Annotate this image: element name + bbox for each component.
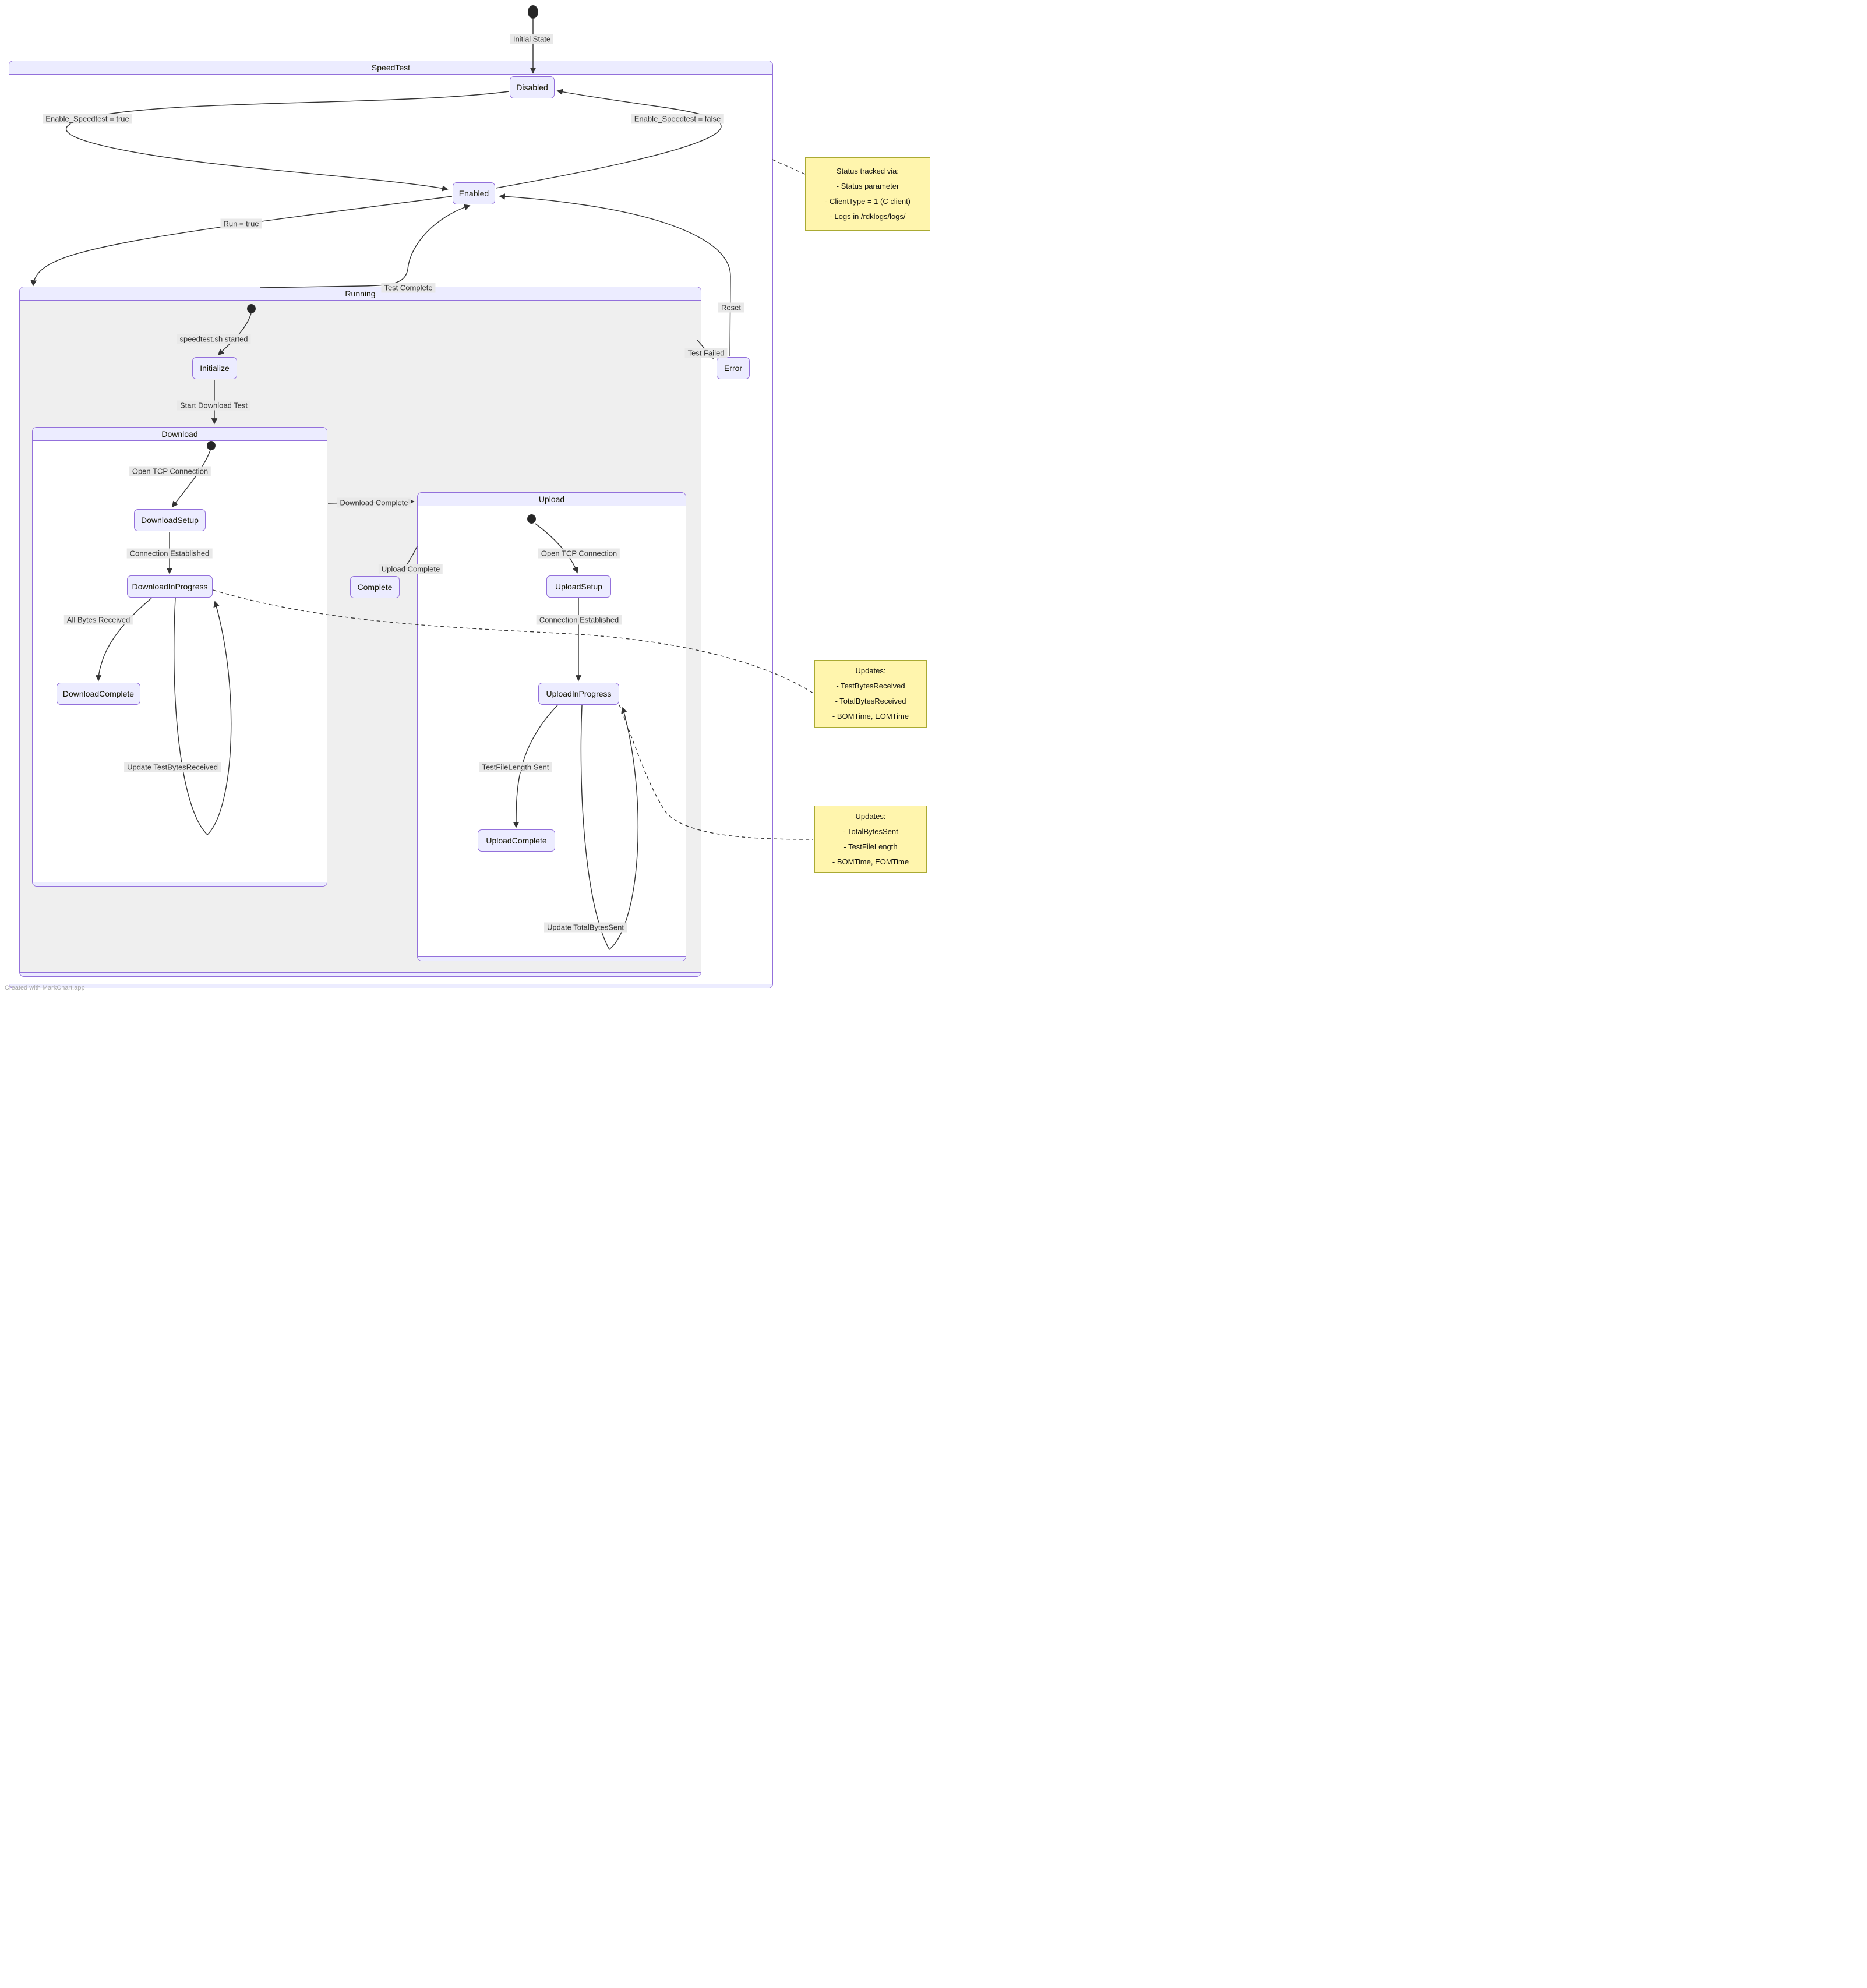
note-updates-download — [814, 660, 927, 728]
edge-label-enable-true: Enable_Speedtest = true — [43, 114, 132, 124]
state-downloadinprogress: DownloadInProgress — [127, 575, 213, 598]
state-downloadcomplete: DownloadComplete — [57, 683, 140, 705]
container-upload-title: Upload — [418, 493, 686, 506]
edge-downloadinprogress-to-downloadcomplete — [98, 598, 151, 680]
edge-label-testfilelength-sent: TestFileLength Sent — [479, 762, 552, 772]
note-line: - TotalBytesSent — [843, 827, 898, 836]
container-speedtest-title: SpeedTest — [9, 61, 772, 75]
edge-error-to-enabled — [500, 196, 730, 356]
edge-label-speedtest-started: speedtest.sh started — [177, 334, 250, 344]
edge-label-enable-false: Enable_Speedtest = false — [631, 114, 724, 124]
note-line: - Logs in /rdklogs/logs/ — [830, 212, 906, 221]
edge-label-all-bytes-received: All Bytes Received — [64, 615, 133, 625]
edge-label-conn-established-download: Connection Established — [127, 549, 213, 559]
edge-label-update-test-bytes: Update TestBytesReceived — [124, 762, 221, 772]
note-line: - BOMTime, EOMTime — [832, 712, 909, 721]
edge-running-to-enabled — [260, 206, 470, 288]
note-link-uploadinprogress — [619, 705, 813, 839]
initial-state-dot-upload — [527, 514, 536, 524]
edge-label-test-complete: Test Complete — [381, 283, 435, 293]
state-error: Error — [717, 357, 750, 379]
state-uploadinprogress: UploadInProgress — [538, 683, 619, 705]
initial-state-dot-running — [247, 304, 256, 313]
state-initialize: Initialize — [192, 357, 237, 379]
note-line: - TestBytesReceived — [836, 682, 905, 690]
state-downloadsetup: DownloadSetup — [134, 509, 206, 531]
edge-label-test-failed: Test Failed — [685, 348, 728, 358]
edge-label-upload-complete: Upload Complete — [379, 564, 443, 574]
initial-state-dot-download — [207, 441, 216, 450]
edge-label-conn-established-upload: Connection Established — [537, 615, 622, 625]
edge-label-start-download-test: Start Download Test — [177, 401, 250, 411]
state-uploadcomplete: UploadComplete — [478, 829, 555, 852]
note-line: - Status parameter — [836, 182, 899, 190]
container-download-title: Download — [33, 428, 327, 441]
edge-label-download-complete: Download Complete — [337, 498, 411, 508]
note-line: Status tracked via: — [837, 167, 899, 175]
note-link-speedtest — [772, 160, 805, 174]
initial-state-dot-main — [528, 5, 538, 19]
note-line: Updates: — [855, 811, 886, 821]
edge-label-update-total-bytes: Update TotalBytesSent — [544, 923, 627, 933]
state-enabled: Enabled — [453, 182, 495, 204]
watermark: Created with MarkChart.app — [5, 984, 85, 991]
edge-label-initial-state: Initial State — [510, 34, 553, 44]
edge-label-run-true: Run = true — [220, 219, 262, 229]
edge-enabled-to-running — [33, 196, 452, 285]
edge-downloadinprogress-selfloop — [174, 598, 231, 835]
state-diagram-canvas — [0, 0, 933, 994]
edge-downloadstart-to-downloadsetup — [172, 450, 210, 507]
note-updates-upload — [814, 806, 927, 873]
transition-edges — [0, 0, 933, 994]
state-complete: Complete — [350, 576, 400, 598]
edge-label-reset: Reset — [718, 303, 744, 313]
edge-uploadinprogress-selfloop — [581, 705, 638, 949]
edge-enabled-to-disabled — [496, 91, 721, 188]
edge-disabled-to-enabled — [66, 91, 509, 189]
state-uploadsetup: UploadSetup — [546, 575, 611, 598]
note-status-tracking — [805, 157, 930, 231]
edge-label-open-tcp-upload: Open TCP Connection — [538, 549, 620, 559]
edge-label-open-tcp-download: Open TCP Connection — [129, 467, 211, 476]
note-line: - ClientType = 1 (C client) — [824, 197, 911, 206]
note-line: - TestFileLength — [843, 842, 898, 851]
container-running-title: Running — [20, 287, 701, 301]
note-link-downloadinprogress — [213, 590, 813, 693]
note-line: - TotalBytesReceived — [835, 697, 906, 705]
note-line: - BOMTime, EOMTime — [832, 857, 909, 866]
note-line: Updates: — [855, 666, 886, 675]
state-disabled: Disabled — [510, 76, 555, 98]
